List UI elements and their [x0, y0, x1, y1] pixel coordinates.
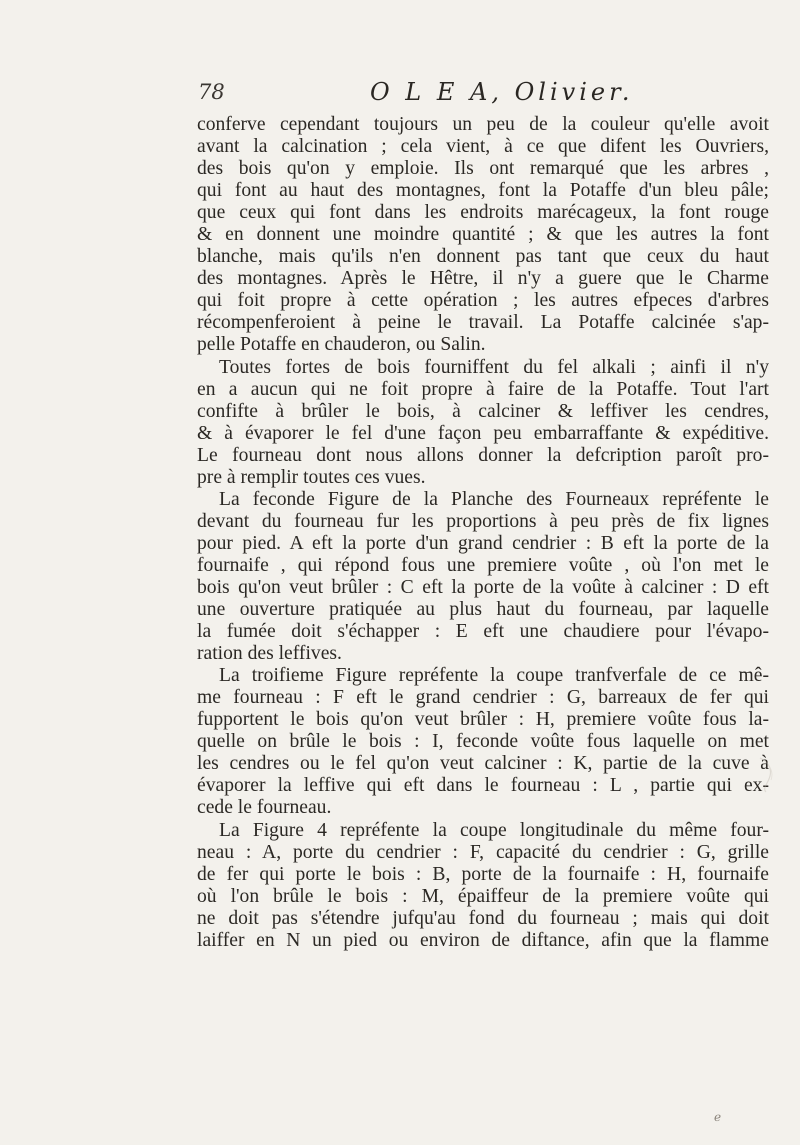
text-line: pre à remplir toutes ces vues.: [197, 466, 426, 488]
text-line: La feconde Figure de la Planche des Fourneaux repréfente le: [219, 488, 769, 510]
text-line: confifte à brûler le bois, à calciner & leffiver les cendres,: [197, 400, 769, 422]
page-header: [198, 78, 768, 112]
text-line: me fourneau : F eft le grand cendrier : G, barreaux de fer qui: [197, 687, 769, 709]
text-line: Toutes fortes de bois fourniffent du fel alkali ; ainfi il n'y: [219, 356, 769, 378]
text-line: fournaife , qui répond fous une premiere voûte , où l'on met le: [197, 554, 769, 576]
paper-stain: [756, 756, 776, 794]
text-line: fupportent le bois qu'on veut brûler : H, premiere voûte fous la-: [197, 709, 769, 731]
text-line: neau : A, porte du cendrier : F, capacité du cendrier : G, grille: [197, 841, 769, 863]
text-line: des montagnes. Après le Hêtre, il n'y a guere que le Charme: [197, 268, 769, 290]
text-line: ne doit pas s'étendre jufqu'au fond du fourneau ; mais qui doit: [197, 907, 769, 929]
text-line: & en donnent une moindre quantité ; & que les autres la font: [197, 224, 769, 246]
text-line: des bois qu'on y emploie. Ils ont remarqué que les arbres ,: [197, 158, 769, 180]
text-line: les cendres ou le fel qu'on veut calciner : K, partie de la cuve à: [197, 753, 769, 775]
text-line: qui foit propre à cette opération ; les autres efpeces d'arbres: [197, 290, 769, 312]
text-line: quelle on brûle le bois : I, feconde voûte fous laquelle on met: [197, 731, 769, 753]
text-line: pour pied. A eft la porte d'un grand cendrier : B eft la porte de la: [197, 532, 769, 554]
text-line: ration des leffives.: [197, 643, 342, 665]
text-line: que ceux qui font dans les endroits marécageux, la font rouge: [197, 202, 769, 224]
text-line: une ouverture pratiquée au plus haut du fourneau, par laquelle: [197, 599, 769, 621]
text-line: évaporer la leffive qui eft dans le fourneau : L , partie qui ex-: [197, 775, 769, 797]
text-line: la fumée doit s'échapper : E eft une chaudiere pour l'évapo-: [197, 621, 769, 643]
text-line: Le fourneau dont nous allons donner la defcription paroît pro-: [197, 444, 769, 466]
text-line: conferve cependant toujours un peu de la couleur qu'elle avoit: [197, 114, 769, 135]
text-line: La Figure 4 repréfente la coupe longitudinale du même four-: [219, 819, 769, 841]
footer-mark: ℯ: [714, 1110, 722, 1124]
text-line: où l'on brûle le bois : M, épaiffeur de la premiere voûte qui: [197, 885, 769, 907]
body-text: [197, 114, 769, 952]
text-line: blanche, mais qu'ils n'en donnent pas tant que ceux du haut: [197, 246, 769, 268]
text-line: en a aucun qui ne foit propre à faire de la Potaffe. Tout l'art: [197, 378, 769, 400]
page-number: 78: [198, 80, 225, 104]
text-line: laiffer en N un pied ou environ de diftance, afin que la flamme: [197, 929, 769, 951]
text-line: devant du fourneau fur les proportions à peu près de fix lignes: [197, 510, 769, 532]
text-line: qui font au haut des montagnes, font la Potaffe d'un bleu pâle;: [197, 180, 769, 202]
text-line: & à évaporer le fel d'une façon peu embarraffante & expéditive.: [197, 422, 769, 444]
text-line: récompenferoient à peine le travail. La Potaffe calcinée s'ap-: [197, 312, 769, 334]
text-line: La troifieme Figure repréfente la coupe tranfverfale de ce mê-: [219, 665, 769, 687]
text-line: avant la calcination ; cela vient, à ce que difent les Ouvriers,: [197, 136, 769, 158]
text-line: pelle Potaffe en chauderon, ou Salin.: [197, 334, 486, 356]
text-line: cede le fourneau.: [197, 797, 332, 819]
running-title: O L E A, Olivier.: [370, 78, 634, 106]
text-line: de fer qui porte le bois : B, porte de la fournaife : H, fournaife: [197, 863, 769, 885]
text-line: bois qu'on veut brûler : C eft la porte de la voûte à calciner : D eft: [197, 576, 769, 598]
